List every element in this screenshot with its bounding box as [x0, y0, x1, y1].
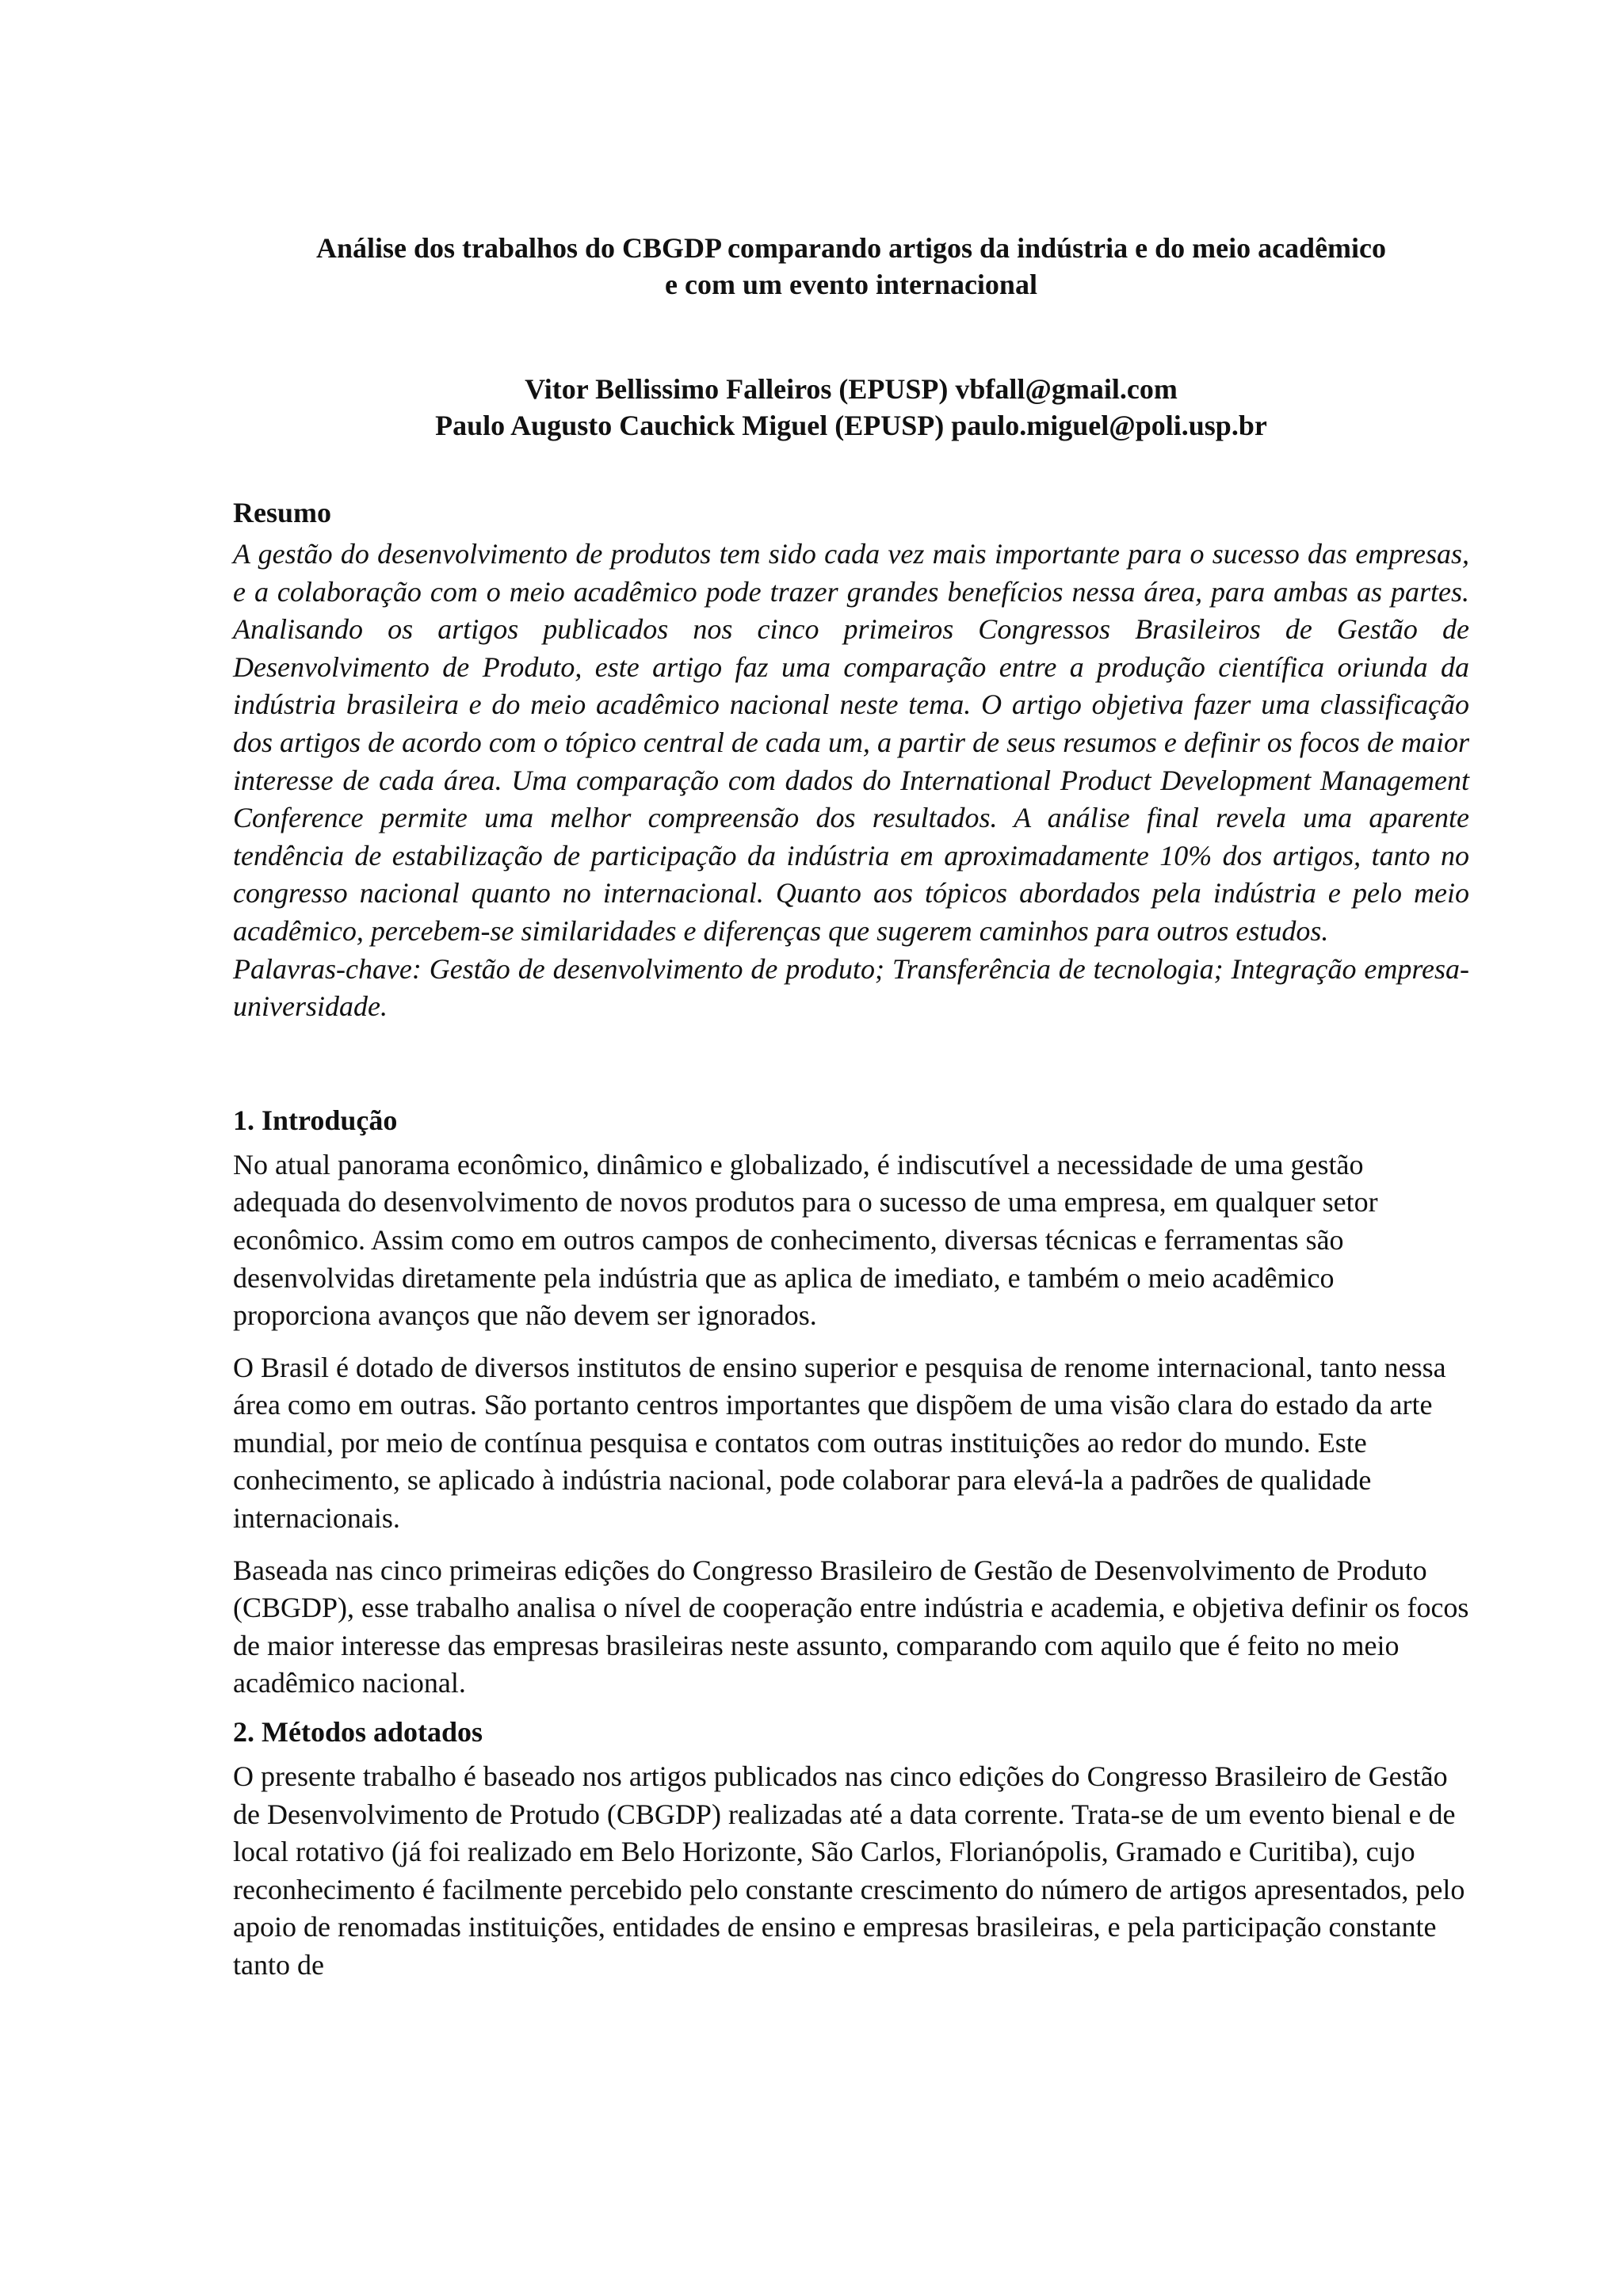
author-list — [233, 371, 1469, 444]
author-line: Paulo Augusto Cauchick Miguel (EPUSP) paulo.miguel@poli.usp.br — [435, 410, 1267, 441]
paragraph: No atual panorama econômico, dinâmico e globalizado, é indiscutível a necessidade de uma gestão adequada do desenvolvimento de novos produtos para o sucesso de uma empresa, em qualquer setor econômico. Assim como em outros campos de conhecimento, diversas técnicas e ferramentas são desenvolvidas diretamente pela indústria que as aplica de imediato, e também o meio acadêmico proporciona avanços que não devem ser ignorados. — [233, 1148, 1378, 1332]
section-heading-methods: 2. Métodos adotados — [233, 1716, 483, 1749]
paragraph: O presente trabalho é baseado nos artigos publicados nas cinco edições do Congresso Brasileiro de Gestão de Desenvolvimento de Protudo (CBGDP) realizadas até a data corrente. Trata-se de um evento bienal e de local rotativo (já foi realizado em Belo Horizonte, São Carlos, Florianópolis, Gramado e Curitiba), cujo reconhecimento é facilmente percebido pelo constante crescimento do número de artigos apresentados, pelo apoio de renomadas instituições, entidades de ensino e empresas brasileiras, e pela participação constante tanto de — [233, 1760, 1465, 1981]
paragraph: O Brasil é dotado de diversos institutos de ensino superior e pesquisa de renome internacional, tanto nessa área como em outras. São portanto centros importantes que dispõem de uma visão clara do estado da arte mundial, por meio de contínua pesquisa e contatos com outras instituições ao redor do mundo. Este conhecimento, se aplicado à indústria nacional, pode colaborar para elevá-la a padrões de qualidade internacionais. — [233, 1351, 1446, 1535]
paragraph: Baseada nas cinco primeiras edições do Congresso Brasileiro de Gestão de Desenvolvimento de Produto (CBGDP), esse trabalho analisa o nível de cooperação entre indústria e academia, e objetiva definir os focos de maior interesse das empresas brasileiras neste assunto, comparando com aquilo que é feito no meio acadêmico nacional. — [233, 1554, 1469, 1699]
paper-title — [233, 230, 1469, 303]
paper-title-line-1: Análise dos trabalhos do CBGDP comparando artigos da indústria e do meio acadêmico — [315, 232, 1387, 264]
paper-page — [233, 230, 1469, 1985]
abstract-heading: Resumo — [233, 497, 331, 528]
keywords: Palavras-chave: Gestão de desenvolvimento de produto; Transferência de tecnologia; Integração empresa-universidade. — [233, 952, 1469, 1023]
paper-title-line-2: e com um evento internacional — [665, 269, 1037, 300]
author-line: Vitor Bellissimo Falleiros (EPUSP) vbfall@gmail.com — [525, 373, 1178, 405]
section-heading-introduction: 1. Introdução — [233, 1104, 398, 1136]
abstract-text: A gestão do desenvolvimento de produtos tem sido cada vez mais importante para o sucesso das empresas, e a colaboração com o meio acadêmico pode trazer grandes benefícios nessa área, para ambas as partes. Analisando os artigos publicados nos cinco primeiros Congressos Brasileiros de Gestão de Desenvolvimento de Produto, este artigo faz uma comparação entre a produção científica oriunda da indústria brasileira e do meio acadêmico nacional neste tema. O artigo objetiva fazer uma classificação dos artigos de acordo com o tópico central de cada um, a partir de seus resumos e definir os focos de maior interesse de cada área. Uma comparação com dados do International Product Development Management Conference permite uma melhor compreensão dos resultados. A análise final revela uma aparente tendência de estabilização de participação da indústria em aproximadamente 10% dos artigos, tanto no congresso nacional quanto no internacional. Quanto aos tópicos abordados pela indústria e pelo meio acadêmico, percebem-se similaridades e diferenças que sugerem caminhos para outros estudos. — [233, 538, 1469, 947]
